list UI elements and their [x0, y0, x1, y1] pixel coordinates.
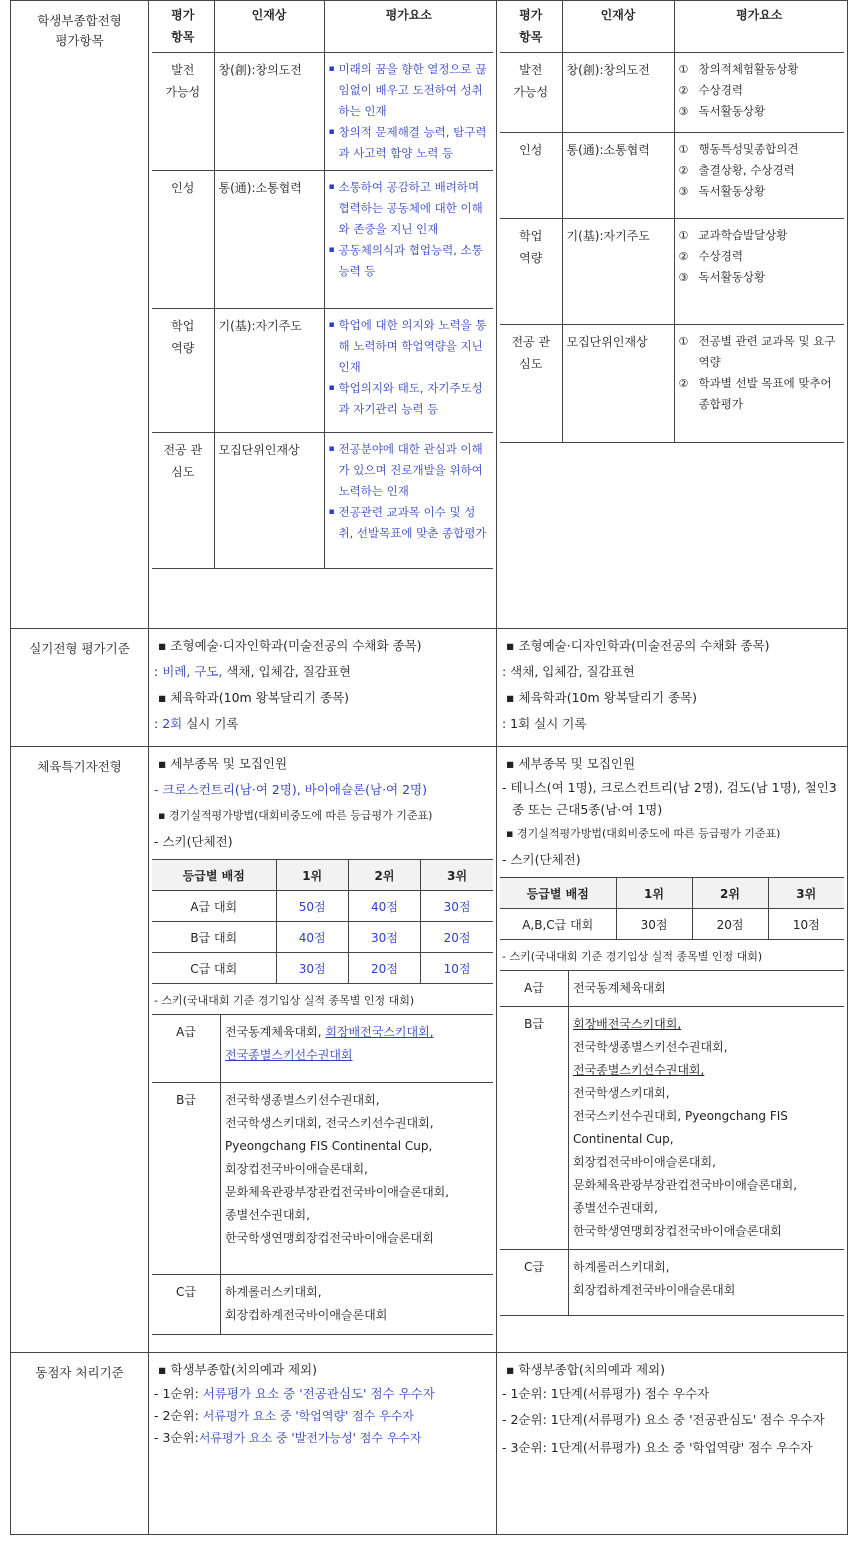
table-row: A급 대회 50점 40점 30점: [152, 891, 493, 922]
table-row: 전공 관심도 모집단위인재상 ① 전공별 관련 교과목 및 요구역량 ② 학과별 선발 목표에 맞추어 종합평가: [500, 325, 844, 443]
left-ski-table: [152, 1014, 493, 1335]
row-label-tie: 동점자 처리기준: [11, 1353, 149, 1535]
left-eval-table: [152, 1, 493, 569]
table-row: C급 대회 30점 20점 10점: [152, 953, 493, 984]
left-eval-cell: [149, 1, 497, 629]
right-eval-header: 평가 항목 인재상 평가요소: [500, 1, 844, 53]
right-ski-table: [500, 970, 844, 1316]
tie-left: ▪ 학생부종합(치의예과 제외) - 1순위: 서류평가 요소 중 '전공관심도' 점수 우수자 - 2순위: 서류평가 요소 중 '학업역량' 점수 우수자 - 3순위:서류평가 요소 중 '발전가능성' 점수 우수자: [149, 1353, 497, 1535]
practical-right: ▪ 조형예술·디자인학과(미술전공의 수채화 종목) : 색채, 입체감, 질감표현 ▪ 체육학과(10m 왕복달리기 종목) : 1회 실시 기록: [497, 629, 848, 747]
left-grade-table: 등급별 배점 1위 2위 3위 A급 대회 50점 40점 30점 B급 대회 40점 30점 20점 C급 대회 30점 20점 10점: [152, 859, 493, 984]
practical-row: [11, 629, 848, 747]
tie-row: [11, 1353, 848, 1535]
table-row: C급 하계롤러스키대회, 회장컵하계전국바이애슬론대회: [152, 1275, 493, 1335]
table-row: 학업 역량 기(基):자기주도 ▪ 학업에 대한 의지와 노력을 통해 노력하며 학업역량을 지닌 인재 ▪ 학업의지와 태도, 자기주도성과 자기관리 능력 등: [152, 309, 493, 433]
left-eval-header: 평가 항목 인재상 평가요소: [152, 1, 493, 53]
practical-left: ▪ 조형예술·디자인학과(미술전공의 수채화 종목) : 비례, 구도, 색채, 입체감, 질감표현 ▪ 체육학과(10m 왕복달리기 종목) : 2회 실시 기록: [149, 629, 497, 747]
table-row: 발전 가능성 창(創):창의도전 ① 창의적체험활동상황 ② 수상경력 ③ 독서활동상황: [500, 53, 844, 133]
table-row: 인성 통(通):소통협력 ① 행동특성및종합의견 ② 출결상황, 수상경력 ③ 독서활동상황: [500, 133, 844, 219]
right-eval-table: [500, 1, 844, 443]
table-row: A급 전국동계체육대회, 회장배전국스키대회, 전국종별스키선수권대회: [152, 1015, 493, 1083]
table-row: 인성 통(通):소통협력 ▪ 소통하여 공감하고 배려하며 협력하는 공동체에 대한 이해와 존중을 지닌 인재 ▪ 공동체의식과 협업능력, 소통능력 등: [152, 171, 493, 309]
row-label-sports: 체육특기자전형: [11, 747, 149, 1353]
table-row: B급 전국학생종별스키선수권대회, 전국학생스키대회, 전국스키선수권대회, Pyeongchang FIS Continental Cup, 회장컵전국바이애슬론대회, 문화체육관광부장관컵전국바이애슬론대회, 종별선수권대회, 한국학생연맹회장컵전국바이애슬론대회: [152, 1083, 493, 1275]
tie-right: ▪ 학생부종합(치의예과 제외) - 1순위: 1단계(서류평가) 점수 우수자 - 2순위: 1단계(서류평가) 요소 중 '전공관심도' 점수 우수자 - 3순위: 1단계(서류평가) 요소 중 '학업역량' 점수 우수자: [497, 1353, 848, 1535]
eval-items-row: [11, 1, 848, 629]
row-label-eval-items: 학생부종합전형 평가항목: [11, 1, 149, 629]
sports-row: [11, 747, 848, 1353]
sports-right: ▪ 세부종목 및 모집인원 - 테니스(여 1명), 크로스컨트리(남 2명), 검도(남 1명), 철인3종 또는 근대5종(남·여 1명) ▪ 경기실적평가방법(대회비중도에 따른 등급평가 기준표) - 스키(단체전) 등급별 배점 1위 2위 3위 A,B,C급 대회 30점 20점 10점 - 스키(국내대회 기준 경기입상 실적 종목별 인정 대회) A급 전국동계체육대회 B급 회장배전국스키대회, 전국학생종별스키선수권대회, 전국종별스키선수권대회, 전국학생스키대회, 전국스키선수권대회, Pyeongchang FIS Continental Cup, 회장컵전국바이애슬론대회, 문화체육관광부장관컵전국바이애슬론대회, 종별선수권대회, 한국학생연맹회장컵전국바이애슬론대회 C급 하계롤러스키대회, 회장컵하계전국바이애슬론대회: [497, 747, 848, 1353]
right-eval-cell: [497, 1, 848, 629]
table-row: 발전 가능성 창(創):창의도전 ▪ 미래의 꿈을 향한 열정으로 끊임없이 배우고 도전하여 성취하는 인재 ▪ 창의적 문제해결 능력, 탐구력과 사고력 함양 노력 등: [152, 53, 493, 171]
row-label-practical: 실기전형 평가기준: [11, 629, 149, 747]
table-row: A,B,C급 대회 30점 20점 10점: [500, 909, 844, 940]
table-row: C급 하계롤러스키대회, 회장컵하계전국바이애슬론대회: [500, 1250, 844, 1316]
table-row: 전공 관심도 모집단위인재상 ▪ 전공분야에 대한 관심과 이해가 있으며 진로개발을 위하여 노력하는 인재 ▪ 전공관련 교과목 이수 및 성취, 선발목표에 맞춘 종합평가: [152, 433, 493, 569]
sports-left: ▪ 세부종목 및 모집인원 - 크로스컨트리(남·여 2명), 바이애슬론(남·여 2명) ▪ 경기실적평가방법(대회비중도에 따른 등급평가 기준표) - 스키(단체전) 등급별 배점 1위 2위 3위 A급 대회 50점 40점 30점 B급 대회 40점 30점 20점 C급 대회 30점 20점 10점 - 스키(국내대회 기준 경기입상 실적 종목별 인정 대회) A급 전국동계체육대회, 회장배전국스키대회, 전국종별스키선수권대회 B급 전국학생종별스키선수권대회, 전국학생스키대회, 전국스키선수권대회, Pyeongchang FIS Continental Cup, 회장컵전국바이애슬론대회, 문화체육관광부장관컵전국바이애슬론대회, 종별선수권대회, 한국학생연맹회장컵전국바이애슬론대회 C급 하계롤러스키대회, 회장컵하계전국바이애슬론대회: [149, 747, 497, 1353]
table-row: A급 전국동계체육대회: [500, 971, 844, 1007]
right-grade-table: 등급별 배점 1위 2위 3위 A,B,C급 대회 30점 20점 10점: [500, 877, 844, 940]
admission-criteria-table: [10, 0, 848, 1535]
table-row: B급 대회 40점 30점 20점: [152, 922, 493, 953]
table-row: B급 회장배전국스키대회, 전국학생종별스키선수권대회, 전국종별스키선수권대회, 전국학생스키대회, 전국스키선수권대회, Pyeongchang FIS Continental Cup, 회장컵전국바이애슬론대회, 문화체육관광부장관컵전국바이애슬론대회, 종별선수권대회, 한국학생연맹회장컵전국바이애슬론대회: [500, 1007, 844, 1250]
table-row: 학업 역량 기(基):자기주도 ① 교과학습발달상황 ② 수상경력 ③ 독서활동상황: [500, 219, 844, 325]
